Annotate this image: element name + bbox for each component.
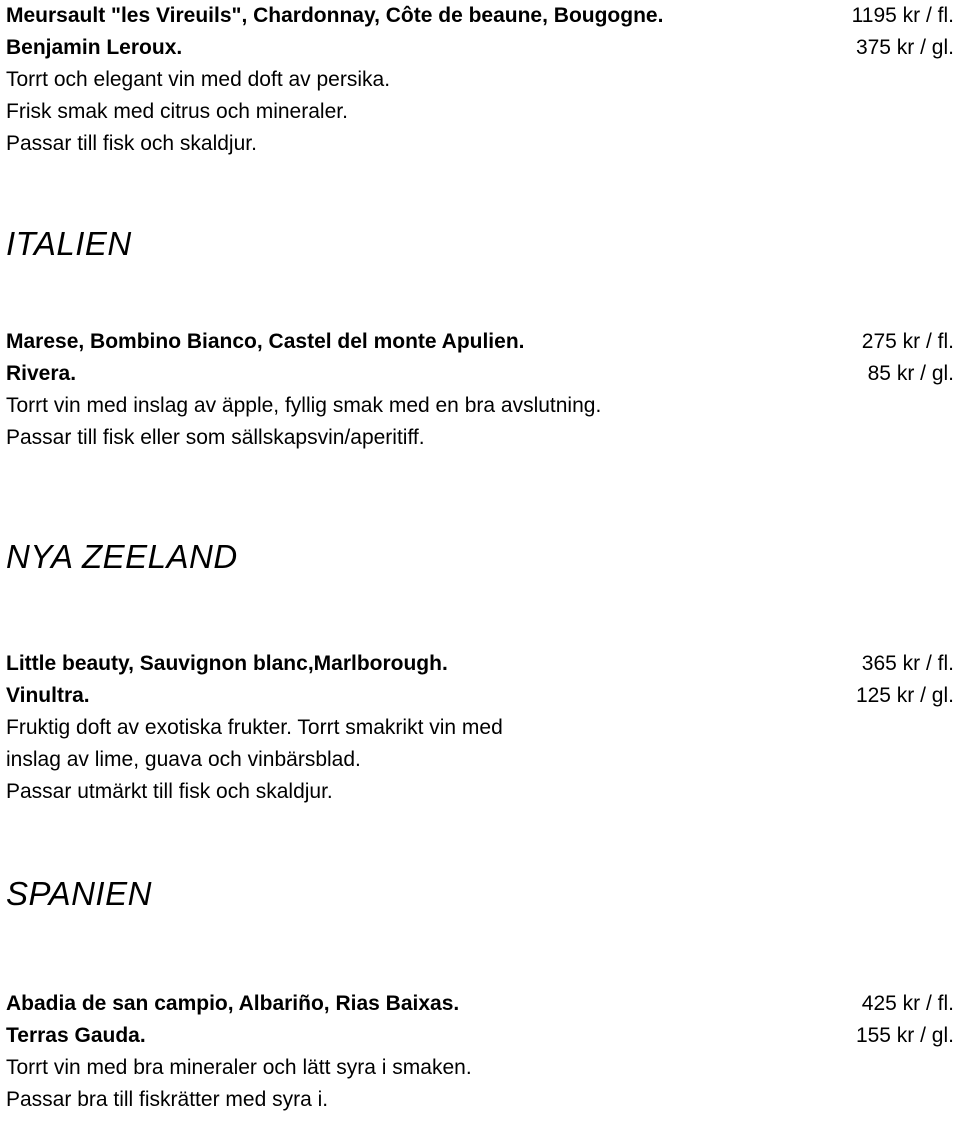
wine-prices xyxy=(856,988,954,1052)
wine-prices xyxy=(856,648,954,712)
wine-producer: Benjamin Leroux. xyxy=(6,36,183,59)
wine-producer: Vinultra. xyxy=(6,684,90,707)
wine-name: Meursault "les Vireuils", Chardonnay, Côte de beaune, Bougogne. xyxy=(6,4,664,27)
wine-prices xyxy=(852,0,954,64)
wine-description-line: Passar till fisk och skaldjur. xyxy=(6,132,257,155)
wine-producer: Terras Gauda. xyxy=(6,1024,146,1047)
wine-description-line: Passar utmärkt till fisk och skaldjur. xyxy=(6,780,333,803)
section-heading: SPANIEN xyxy=(6,875,152,912)
section-heading: NYA ZEELAND xyxy=(6,538,238,575)
price-glass: 155 kr / gl. xyxy=(855,1024,954,1047)
wine-name: Abadia de san campio, Albariño, Rias Baixas. xyxy=(6,992,460,1015)
wine-description-line: Frisk smak med citrus och mineraler. xyxy=(6,100,348,123)
section-heading: ITALIEN xyxy=(6,225,132,262)
wine-description-line: Torrt vin med inslag av äpple, fyllig smak med en bra avslutning. xyxy=(6,394,602,417)
price-bottle: 1195 kr / fl. xyxy=(851,4,954,27)
price-glass: 375 kr / gl. xyxy=(855,36,954,59)
price-bottle: 275 kr / fl. xyxy=(861,330,954,353)
wine-description-line: inslag av lime, guava och vinbärsblad. xyxy=(6,748,361,771)
wine-text xyxy=(6,326,646,454)
price-glass: 125 kr / gl. xyxy=(855,684,954,707)
wine-name: Marese, Bombino Bianco, Castel del monte Apulien. xyxy=(6,330,525,353)
price-glass: 85 kr / gl. xyxy=(867,362,954,385)
wine-description-line: Torrt och elegant vin med doft av persika. xyxy=(6,68,391,91)
wine-description-line: Passar till fisk eller som sällskapsvin/aperitiff. xyxy=(6,426,425,449)
wine-description-line: Passar bra till fiskrätter med syra i. xyxy=(6,1088,329,1111)
wine-prices xyxy=(862,326,954,390)
wine-producer: Rivera. xyxy=(6,362,77,385)
wine-description-line: Torrt vin med bra mineraler och lätt syra i smaken. xyxy=(6,1056,472,1079)
wine-text xyxy=(6,648,646,808)
price-bottle: 365 kr / fl. xyxy=(861,652,954,675)
wine-text xyxy=(6,0,664,160)
wine-description-line: Fruktig doft av exotiska frukter. Torrt smakrikt vin med xyxy=(6,716,503,739)
wine-text xyxy=(6,988,646,1116)
price-bottle: 425 kr / fl. xyxy=(861,992,954,1015)
wine-name: Little beauty, Sauvignon blanc,Marlborough. xyxy=(6,652,448,675)
